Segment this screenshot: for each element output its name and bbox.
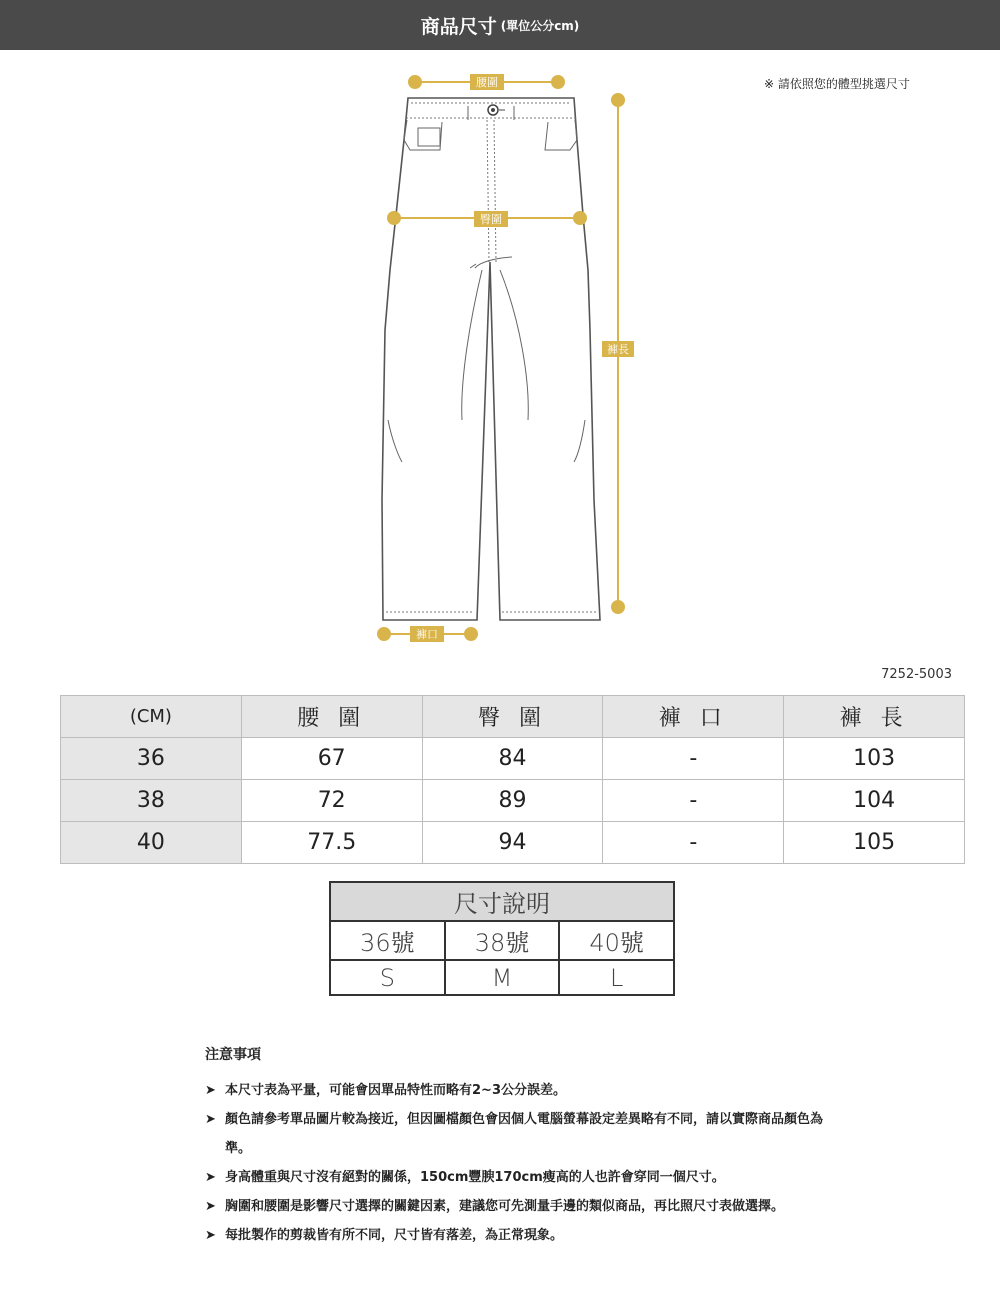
- header-length: 褲 長: [784, 696, 965, 738]
- note-text: 每批製作的剪裁皆有所不同，尺寸皆有落差，為正常現象。: [225, 1228, 564, 1243]
- table-row: [61, 822, 965, 864]
- header-hem: 褲 口: [603, 696, 784, 738]
- header-hip: 臀 圍: [422, 696, 603, 738]
- waist-cell: 72: [241, 780, 422, 822]
- size-table-header-row: [61, 696, 965, 738]
- notes-section: [205, 1044, 845, 1250]
- note-text: 顏色請參考單品圖片較為接近，但因圖檔顏色會因個人電腦螢幕設定差異略有不同，請以實際商品顏色為準。: [225, 1112, 824, 1156]
- label-waist: 腰圍: [476, 76, 498, 89]
- unit-note: (單位公分cm): [500, 18, 580, 33]
- hip-cell: 94: [422, 822, 603, 864]
- size-cell: 36: [61, 738, 242, 780]
- header-waist: 腰 圍: [241, 696, 422, 738]
- arrow-icon: ➤: [205, 1228, 216, 1243]
- fit-note: ※ 請依照您的體型挑選尺寸: [764, 77, 910, 91]
- label-hem: 褲口: [416, 628, 438, 641]
- hem-cell: -: [603, 822, 784, 864]
- waist-cell: 77.5: [241, 822, 422, 864]
- note-text: 本尺寸表為平量，可能會因單品特性而略有2~3公分誤差。: [225, 1083, 566, 1098]
- size-table: [60, 695, 965, 864]
- waist-cell: 67: [241, 738, 422, 780]
- notes-title: 注意事項: [205, 1047, 261, 1063]
- label-hip: 臀圍: [480, 213, 502, 226]
- arrow-icon: ➤: [205, 1112, 216, 1127]
- note-text: 身高體重與尺寸沒有絕對的關係，150cm豐腴170cm瘦高的人也許會穿同一個尺寸。: [225, 1170, 725, 1185]
- arrow-icon: ➤: [205, 1170, 216, 1185]
- note-item: [205, 1163, 845, 1192]
- size-guide-letter: S: [330, 960, 445, 995]
- hem-cell: -: [603, 738, 784, 780]
- arrow-icon: ➤: [205, 1083, 216, 1098]
- note-item: [205, 1192, 845, 1221]
- page-title: 商品尺寸: [420, 15, 497, 38]
- note-text: 胸圍和腰圍是影響尺寸選擇的關鍵因素，建議您可先測量手邊的類似商品，再比照尺寸表做選擇。: [225, 1199, 785, 1214]
- table-row: [61, 738, 965, 780]
- size-guide-letter: L: [559, 960, 674, 995]
- size-guide-sizes-row: [330, 921, 674, 960]
- size-guide-title: 尺寸說明: [330, 882, 674, 921]
- length-cell: 105: [784, 822, 965, 864]
- note-item: [205, 1105, 845, 1163]
- size-guide-letters-row: [330, 960, 674, 995]
- hip-cell: 89: [422, 780, 603, 822]
- size-guide-size: 40號: [559, 921, 674, 960]
- length-cell: 103: [784, 738, 965, 780]
- pants-measurement-diagram: [0, 50, 1000, 650]
- hem-cell: -: [603, 780, 784, 822]
- arrow-icon: ➤: [205, 1199, 216, 1214]
- label-length: 褲長: [607, 343, 629, 356]
- size-guide-table: [329, 881, 675, 996]
- size-guide-size: 38號: [445, 921, 560, 960]
- note-item: [205, 1076, 845, 1105]
- note-item: [205, 1221, 845, 1250]
- header-bar: [0, 0, 1000, 50]
- length-cell: 104: [784, 780, 965, 822]
- size-guide-size: 36號: [330, 921, 445, 960]
- size-cell: 40: [61, 822, 242, 864]
- hip-cell: 84: [422, 738, 603, 780]
- product-code: 7252-5003: [881, 667, 952, 682]
- size-guide-letter: M: [445, 960, 560, 995]
- header-unit-cell: (CM): [61, 696, 242, 738]
- table-row: [61, 780, 965, 822]
- size-cell: 38: [61, 780, 242, 822]
- pants-outline: [382, 98, 600, 620]
